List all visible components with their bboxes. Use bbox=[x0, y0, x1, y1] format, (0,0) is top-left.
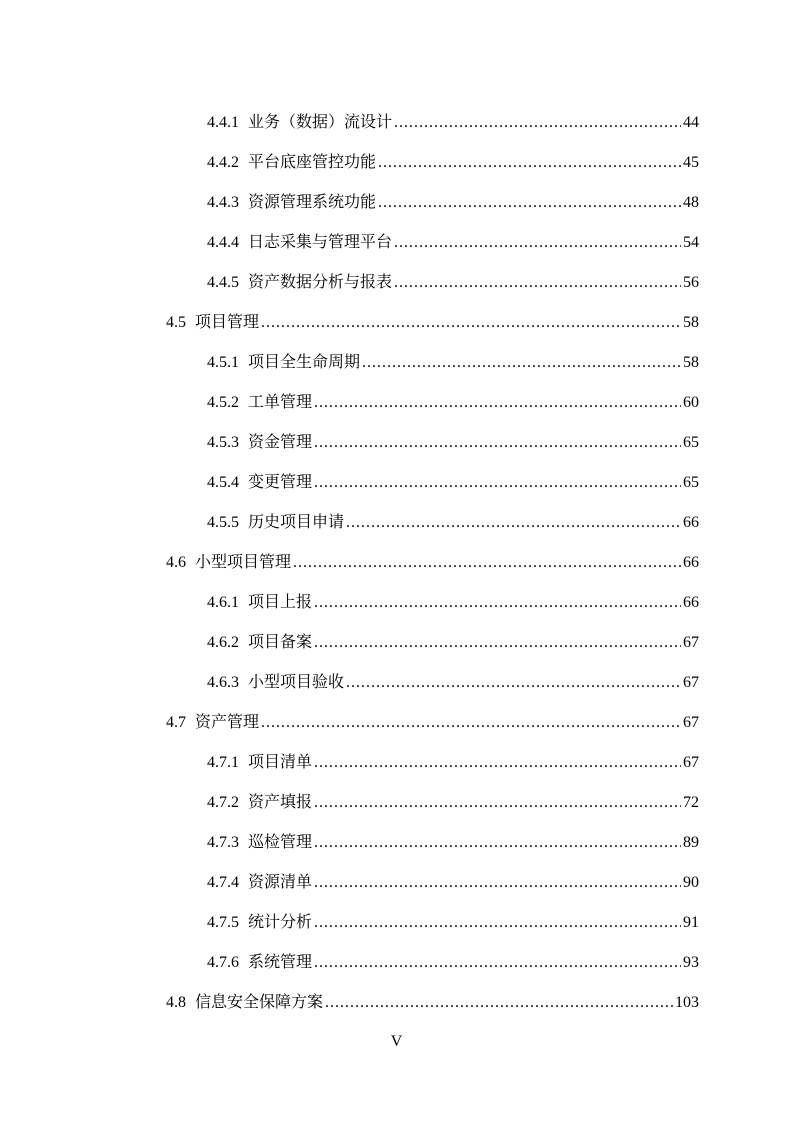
toc-dot-leader bbox=[293, 543, 681, 583]
toc-entry-title: 工单管理 bbox=[248, 392, 313, 411]
toc-entry-page: 65 bbox=[683, 434, 699, 451]
toc-entry-page: 54 bbox=[683, 234, 699, 251]
toc-entry-number: 4.7.5 bbox=[207, 914, 239, 931]
toc-entry-number: 4.4.3 bbox=[207, 194, 239, 211]
toc-entry-title: 巡检管理 bbox=[248, 832, 313, 851]
toc-entry-number: 4.7.3 bbox=[207, 834, 239, 851]
toc-entry-title: 变更管理 bbox=[248, 472, 313, 491]
toc-entry[interactable] bbox=[207, 462, 699, 502]
toc-entry-title: 资源管理系统功能 bbox=[248, 192, 377, 211]
toc-section-page: 66 bbox=[683, 554, 699, 571]
toc-entry-number: 4.5.1 bbox=[207, 354, 239, 371]
toc-entry[interactable] bbox=[207, 502, 699, 542]
toc-entry-title: 资产填报 bbox=[248, 792, 313, 811]
toc-entry-number: 4.4.1 bbox=[207, 114, 239, 131]
toc-section-page: 58 bbox=[683, 314, 699, 331]
toc-entry-page: 67 bbox=[683, 674, 699, 691]
toc-entry[interactable] bbox=[207, 222, 699, 262]
toc-entry-title: 资金管理 bbox=[248, 432, 313, 451]
toc-dot-leader bbox=[362, 343, 681, 383]
toc-entry[interactable] bbox=[207, 782, 699, 822]
toc-entry-page: 72 bbox=[683, 794, 699, 811]
toc-entry-title: 历史项目申请 bbox=[248, 512, 345, 531]
toc-dot-leader bbox=[314, 823, 681, 863]
toc-entry-page: 66 bbox=[683, 514, 699, 531]
toc-entry-title: 项目备案 bbox=[248, 632, 313, 651]
toc-section[interactable] bbox=[166, 982, 699, 1022]
toc-dot-leader bbox=[261, 703, 681, 743]
toc-dot-leader bbox=[378, 183, 681, 223]
toc-entry-page: 60 bbox=[683, 394, 699, 411]
toc-entry-title: 平台底座管控功能 bbox=[248, 152, 377, 171]
toc-dot-leader bbox=[314, 583, 681, 623]
toc-entry-page: 89 bbox=[683, 834, 699, 851]
toc-entry-page: 58 bbox=[683, 354, 699, 371]
toc-entry[interactable] bbox=[207, 262, 699, 302]
toc-entry[interactable] bbox=[207, 422, 699, 462]
toc-dot-leader bbox=[314, 903, 681, 943]
toc-section-number: 4.7 bbox=[166, 714, 186, 731]
toc-entry[interactable] bbox=[207, 382, 699, 422]
toc-section-page: 103 bbox=[675, 994, 699, 1011]
toc-dot-leader bbox=[261, 303, 681, 343]
toc-entry[interactable] bbox=[207, 182, 699, 222]
toc-section[interactable] bbox=[166, 542, 699, 582]
toc-dot-leader bbox=[314, 623, 681, 663]
toc-section-title: 项目管理 bbox=[195, 312, 260, 331]
toc-section-title: 资产管理 bbox=[195, 712, 260, 731]
toc-entry[interactable] bbox=[207, 862, 699, 902]
toc-entry-number: 4.4.4 bbox=[207, 234, 239, 251]
toc-dot-leader bbox=[346, 503, 681, 543]
toc-entry-page: 45 bbox=[683, 154, 699, 171]
toc-entry-title: 项目上报 bbox=[248, 592, 313, 611]
toc-entry-page: 67 bbox=[683, 754, 699, 771]
toc-section-page: 67 bbox=[683, 714, 699, 731]
toc-entry-title: 日志采集与管理平台 bbox=[248, 232, 393, 251]
toc-entry-title: 统计分析 bbox=[248, 912, 313, 931]
toc-entry-number: 4.6.3 bbox=[207, 674, 239, 691]
toc-entry-page: 48 bbox=[683, 194, 699, 211]
toc-entry-page: 65 bbox=[683, 474, 699, 491]
toc-section-number: 4.6 bbox=[166, 554, 186, 571]
toc-dot-leader bbox=[314, 463, 681, 503]
toc-entry-number: 4.7.4 bbox=[207, 874, 239, 891]
toc-entry[interactable] bbox=[207, 582, 699, 622]
toc-entry-page: 56 bbox=[683, 274, 699, 291]
toc-entry-title: 项目清单 bbox=[248, 752, 313, 771]
toc-dot-leader bbox=[394, 223, 681, 263]
toc-dot-leader bbox=[314, 423, 681, 463]
toc-entry-page: 44 bbox=[683, 114, 699, 131]
toc-entry-title: 资源清单 bbox=[248, 872, 313, 891]
toc-entry-title: 小型项目验收 bbox=[248, 672, 345, 691]
toc-entry[interactable] bbox=[207, 102, 699, 142]
toc-dot-leader bbox=[314, 743, 681, 783]
toc-dot-leader bbox=[394, 103, 681, 143]
toc-dot-leader bbox=[314, 943, 681, 983]
toc-entry-title: 系统管理 bbox=[248, 952, 313, 971]
toc-entry[interactable] bbox=[207, 902, 699, 942]
toc-section-number: 4.5 bbox=[166, 314, 186, 331]
toc-section[interactable] bbox=[166, 302, 699, 342]
toc-dot-leader bbox=[325, 983, 673, 1023]
toc-entry-number: 4.5.4 bbox=[207, 474, 239, 491]
toc-entry-page: 90 bbox=[683, 874, 699, 891]
toc-entry[interactable] bbox=[207, 942, 699, 982]
toc-entry-number: 4.5.5 bbox=[207, 514, 239, 531]
toc-dot-leader bbox=[394, 263, 681, 303]
toc-entry[interactable] bbox=[207, 142, 699, 182]
toc-section-number: 4.8 bbox=[166, 994, 186, 1011]
toc-dot-leader bbox=[314, 383, 681, 423]
toc-entry[interactable] bbox=[207, 742, 699, 782]
toc-section-title: 信息安全保障方案 bbox=[195, 992, 324, 1011]
toc-entry[interactable] bbox=[207, 822, 699, 862]
toc-entry[interactable] bbox=[207, 342, 699, 382]
toc-entry-number: 4.5.2 bbox=[207, 394, 239, 411]
toc-entry-page: 67 bbox=[683, 634, 699, 651]
page-number: V bbox=[390, 1033, 403, 1050]
toc-entry-number: 4.7.2 bbox=[207, 794, 239, 811]
toc-dot-leader bbox=[314, 863, 681, 903]
toc-entry[interactable] bbox=[207, 622, 699, 662]
toc-entry-number: 4.5.3 bbox=[207, 434, 239, 451]
toc-entry-number: 4.7.1 bbox=[207, 754, 239, 771]
toc-entry-page: 66 bbox=[683, 594, 699, 611]
toc-entry-number: 4.4.5 bbox=[207, 274, 239, 291]
toc-entry-page: 93 bbox=[683, 954, 699, 971]
toc-entry-number: 4.6.2 bbox=[207, 634, 239, 651]
toc-section-title: 小型项目管理 bbox=[195, 552, 292, 571]
toc-entry-title: 项目全生命周期 bbox=[248, 352, 361, 371]
toc-entry-number: 4.7.6 bbox=[207, 954, 239, 971]
toc-dot-leader bbox=[346, 663, 681, 703]
toc-entry-title: 业务（数据）流设计 bbox=[248, 112, 393, 131]
toc-entry-number: 4.4.2 bbox=[207, 154, 239, 171]
toc-entry-number: 4.6.1 bbox=[207, 594, 239, 611]
toc-entry-title: 资产数据分析与报表 bbox=[248, 272, 393, 291]
toc-dot-leader bbox=[378, 143, 681, 183]
toc-entry[interactable] bbox=[207, 662, 699, 702]
toc-section[interactable] bbox=[166, 702, 699, 742]
toc-entry-page: 91 bbox=[683, 914, 699, 931]
toc-dot-leader bbox=[314, 783, 681, 823]
